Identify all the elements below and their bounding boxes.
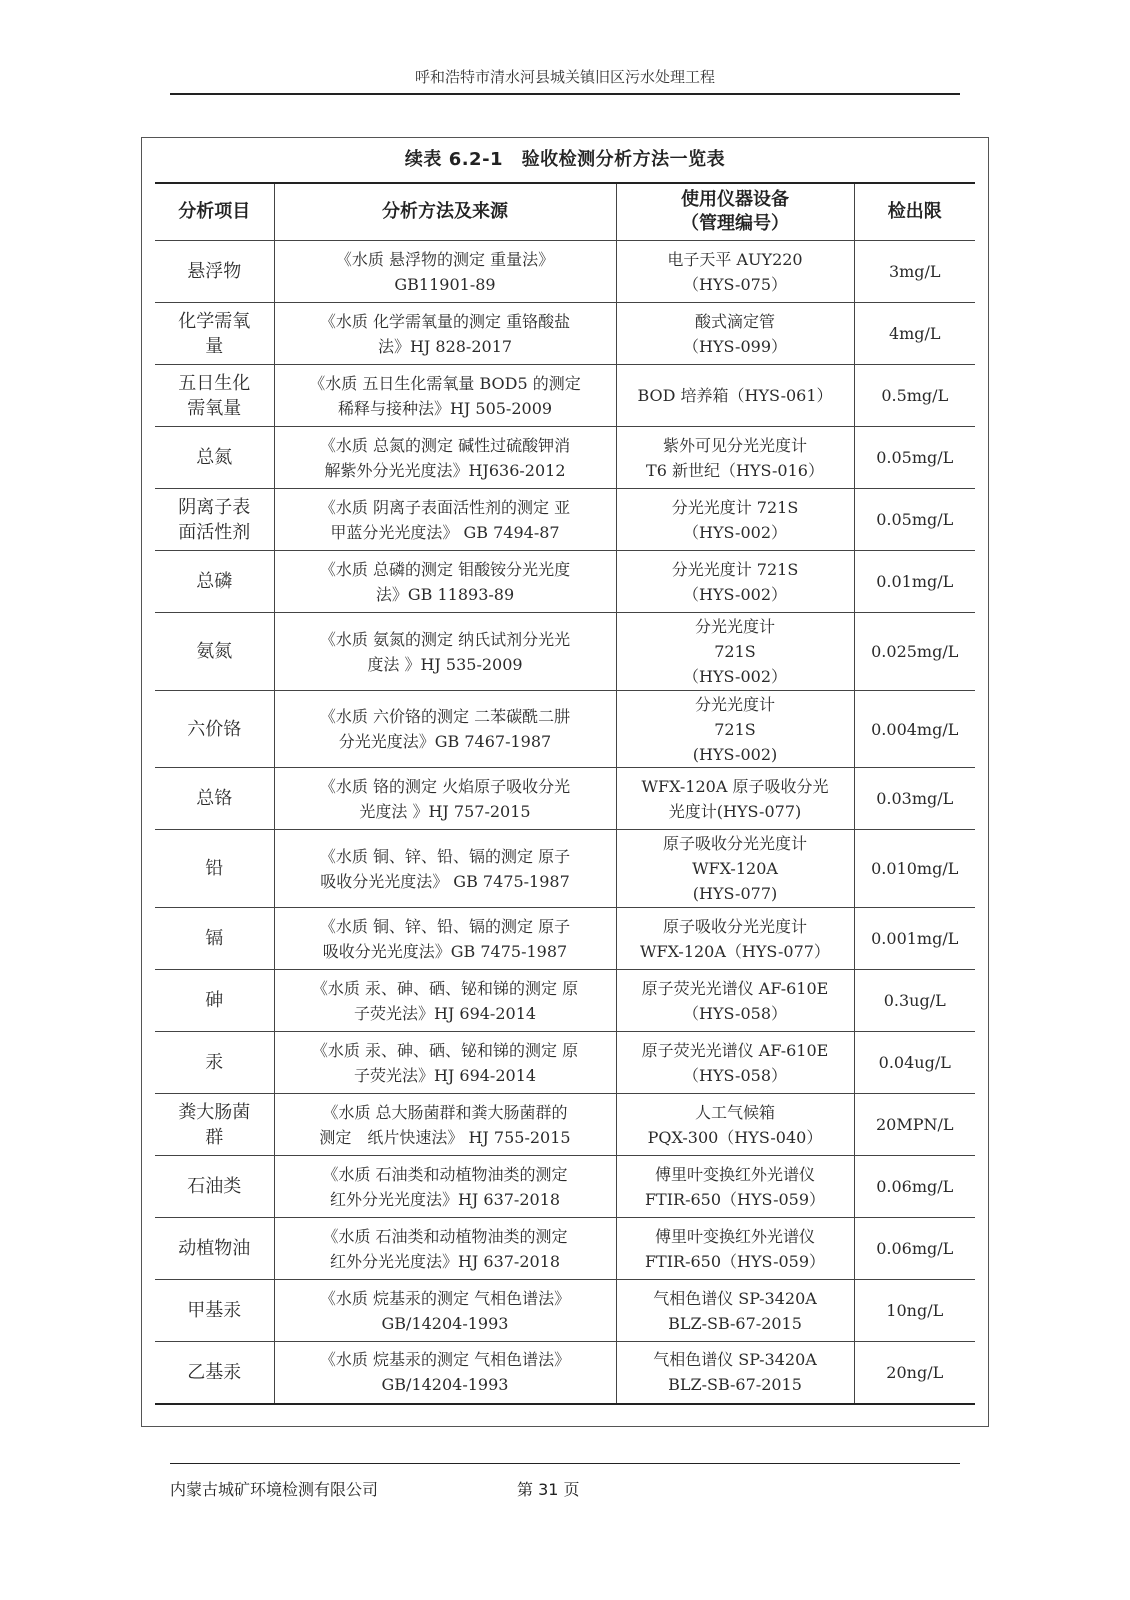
cell-detection-limit: 0.025mg/L <box>854 613 975 691</box>
footer-company: 内蒙古城矿环境检测有限公司 <box>170 1480 379 1499</box>
cell-method-source: 《水质 总氮的测定 碱性过硫酸钾消 解紫外分光光度法》HJ636-2012 <box>274 427 616 489</box>
cell-method-source: 《水质 阴离子表面活性剂的测定 亚 甲蓝分光光度法》 GB 7494-87 <box>274 489 616 551</box>
cell-instrument: WFX-120A 原子吸收分光 光度计(HYS-077) <box>616 768 854 830</box>
table-row <box>155 908 975 970</box>
cell-detection-limit: 3mg/L <box>854 241 975 303</box>
page-header-title: 呼和浩特市清水河县城关镇旧区污水处理工程 <box>414 68 715 86</box>
table-row <box>155 613 975 691</box>
table-row <box>155 427 975 489</box>
table-header-row <box>155 183 975 241</box>
cell-method-source: 《水质 氨氮的测定 纳氏试剂分光光 度法 》HJ 535-2009 <box>274 613 616 691</box>
cell-analysis-item: 汞 <box>155 1032 274 1094</box>
cell-analysis-item: 乙基汞 <box>155 1342 274 1404</box>
cell-detection-limit: 0.01mg/L <box>854 551 975 613</box>
cell-instrument: 酸式滴定管 （HYS-099） <box>616 303 854 365</box>
table-row <box>155 303 975 365</box>
cell-instrument: 傅里叶变换红外光谱仪 FTIR-650（HYS-059） <box>616 1218 854 1280</box>
table-row <box>155 830 975 908</box>
cell-instrument: 气相色谱仪 SP-3420A BLZ-SB-67-2015 <box>616 1280 854 1342</box>
cell-analysis-item: 动植物油 <box>155 1218 274 1280</box>
table-row <box>155 1342 975 1404</box>
cell-analysis-item: 阴离子表 面活性剂 <box>155 489 274 551</box>
table-row <box>155 1218 975 1280</box>
cell-detection-limit: 0.05mg/L <box>854 489 975 551</box>
cell-analysis-item: 粪大肠菌 群 <box>155 1094 274 1156</box>
cell-analysis-item: 六价铬 <box>155 691 274 768</box>
table-title: 续表 6.2-1 验收检测分析方法一览表 <box>404 149 726 170</box>
cell-analysis-item: 石油类 <box>155 1156 274 1218</box>
table-row <box>155 1032 975 1094</box>
cell-method-source: 《水质 总大肠菌群和粪大肠菌群的 测定 纸片快速法》 HJ 755-2015 <box>274 1094 616 1156</box>
cell-method-source: 《水质 烷基汞的测定 气相色谱法》 GB/14204-1993 <box>274 1280 616 1342</box>
analysis-methods-table <box>155 182 975 1405</box>
cell-method-source: 《水质 总磷的测定 钼酸铵分光光度 法》GB 11893-89 <box>274 551 616 613</box>
cell-instrument: 傅里叶变换红外光谱仪 FTIR-650（HYS-059） <box>616 1156 854 1218</box>
cell-instrument: 紫外可见分光光度计 T6 新世纪（HYS-016） <box>616 427 854 489</box>
cell-method-source: 《水质 五日生化需氧量 BOD5 的测定 稀释与接种法》HJ 505-2009 <box>274 365 616 427</box>
cell-detection-limit: 0.004mg/L <box>854 691 975 768</box>
cell-instrument: 原子吸收分光光度计 WFX-120A (HYS-077) <box>616 830 854 908</box>
column-header-method: 分析方法及来源 <box>274 183 616 241</box>
cell-method-source: 《水质 烷基汞的测定 气相色谱法》 GB/14204-1993 <box>274 1342 616 1404</box>
cell-instrument: 分光光度计 721S （HYS-002） <box>616 551 854 613</box>
cell-detection-limit: 4mg/L <box>854 303 975 365</box>
cell-method-source: 《水质 汞、砷、硒、铋和锑的测定 原 子荧光法》HJ 694-2014 <box>274 1032 616 1094</box>
cell-method-source: 《水质 化学需氧量的测定 重铬酸盐 法》HJ 828-2017 <box>274 303 616 365</box>
cell-method-source: 《水质 石油类和动植物油类的测定 红外分光光度法》HJ 637-2018 <box>274 1156 616 1218</box>
column-header-instrument: 使用仪器设备 （管理编号） <box>616 183 854 241</box>
cell-analysis-item: 悬浮物 <box>155 241 274 303</box>
cell-analysis-item: 化学需氧 量 <box>155 303 274 365</box>
table-row <box>155 241 975 303</box>
table-row <box>155 489 975 551</box>
cell-instrument: 分光光度计 721S （HYS-002） <box>616 489 854 551</box>
table-row <box>155 970 975 1032</box>
cell-instrument: 原子荧光光谱仪 AF-610E （HYS-058） <box>616 970 854 1032</box>
cell-analysis-item: 总磷 <box>155 551 274 613</box>
cell-method-source: 《水质 石油类和动植物油类的测定 红外分光光度法》HJ 637-2018 <box>274 1218 616 1280</box>
column-header-item: 分析项目 <box>155 183 274 241</box>
cell-instrument: 分光光度计 721S (HYS-002) <box>616 691 854 768</box>
cell-analysis-item: 甲基汞 <box>155 1280 274 1342</box>
cell-detection-limit: 0.03mg/L <box>854 768 975 830</box>
table-row <box>155 1094 975 1156</box>
cell-detection-limit: 0.5mg/L <box>854 365 975 427</box>
cell-detection-limit: 0.010mg/L <box>854 830 975 908</box>
cell-analysis-item: 镉 <box>155 908 274 970</box>
cell-instrument: 原子吸收分光光度计 WFX-120A（HYS-077） <box>616 908 854 970</box>
cell-detection-limit: 0.06mg/L <box>854 1218 975 1280</box>
footer-divider <box>170 1463 960 1464</box>
cell-analysis-item: 砷 <box>155 970 274 1032</box>
table-row <box>155 1280 975 1342</box>
cell-detection-limit: 20ng/L <box>854 1342 975 1404</box>
cell-analysis-item: 五日生化 需氧量 <box>155 365 274 427</box>
cell-detection-limit: 0.05mg/L <box>854 427 975 489</box>
table-row <box>155 691 975 768</box>
cell-method-source: 《水质 铜、锌、铅、镉的测定 原子 吸收分光光度法》GB 7475-1987 <box>274 908 616 970</box>
cell-instrument: 分光光度计 721S （HYS-002） <box>616 613 854 691</box>
page-header <box>170 60 960 95</box>
cell-method-source: 《水质 铬的测定 火焰原子吸收分光 光度法 》HJ 757-2015 <box>274 768 616 830</box>
cell-instrument: 气相色谱仪 SP-3420A BLZ-SB-67-2015 <box>616 1342 854 1404</box>
footer-page-number: 第 31 页 <box>517 1480 580 1499</box>
cell-detection-limit: 20MPN/L <box>854 1094 975 1156</box>
cell-detection-limit: 0.3ug/L <box>854 970 975 1032</box>
cell-analysis-item: 铅 <box>155 830 274 908</box>
cell-instrument: 原子荧光光谱仪 AF-610E （HYS-058） <box>616 1032 854 1094</box>
cell-instrument: 人工气候箱 PQX-300（HYS-040） <box>616 1094 854 1156</box>
cell-method-source: 《水质 悬浮物的测定 重量法》 GB11901-89 <box>274 241 616 303</box>
cell-analysis-item: 氨氮 <box>155 613 274 691</box>
cell-detection-limit: 10ng/L <box>854 1280 975 1342</box>
cell-detection-limit: 0.001mg/L <box>854 908 975 970</box>
cell-instrument: 电子天平 AUY220 （HYS-075） <box>616 241 854 303</box>
table-row <box>155 365 975 427</box>
cell-method-source: 《水质 铜、锌、铅、镉的测定 原子 吸收分光光度法》 GB 7475-1987 <box>274 830 616 908</box>
table-row <box>155 768 975 830</box>
cell-method-source: 《水质 六价铬的测定 二苯碳酰二肼 分光光度法》GB 7467-1987 <box>274 691 616 768</box>
cell-analysis-item: 总氮 <box>155 427 274 489</box>
cell-method-source: 《水质 汞、砷、硒、铋和锑的测定 原 子荧光法》HJ 694-2014 <box>274 970 616 1032</box>
column-header-limit: 检出限 <box>854 183 975 241</box>
table-row <box>155 551 975 613</box>
cell-detection-limit: 0.04ug/L <box>854 1032 975 1094</box>
table-row <box>155 1156 975 1218</box>
cell-instrument: BOD 培养箱（HYS-061） <box>616 365 854 427</box>
cell-analysis-item: 总铬 <box>155 768 274 830</box>
cell-detection-limit: 0.06mg/L <box>854 1156 975 1218</box>
